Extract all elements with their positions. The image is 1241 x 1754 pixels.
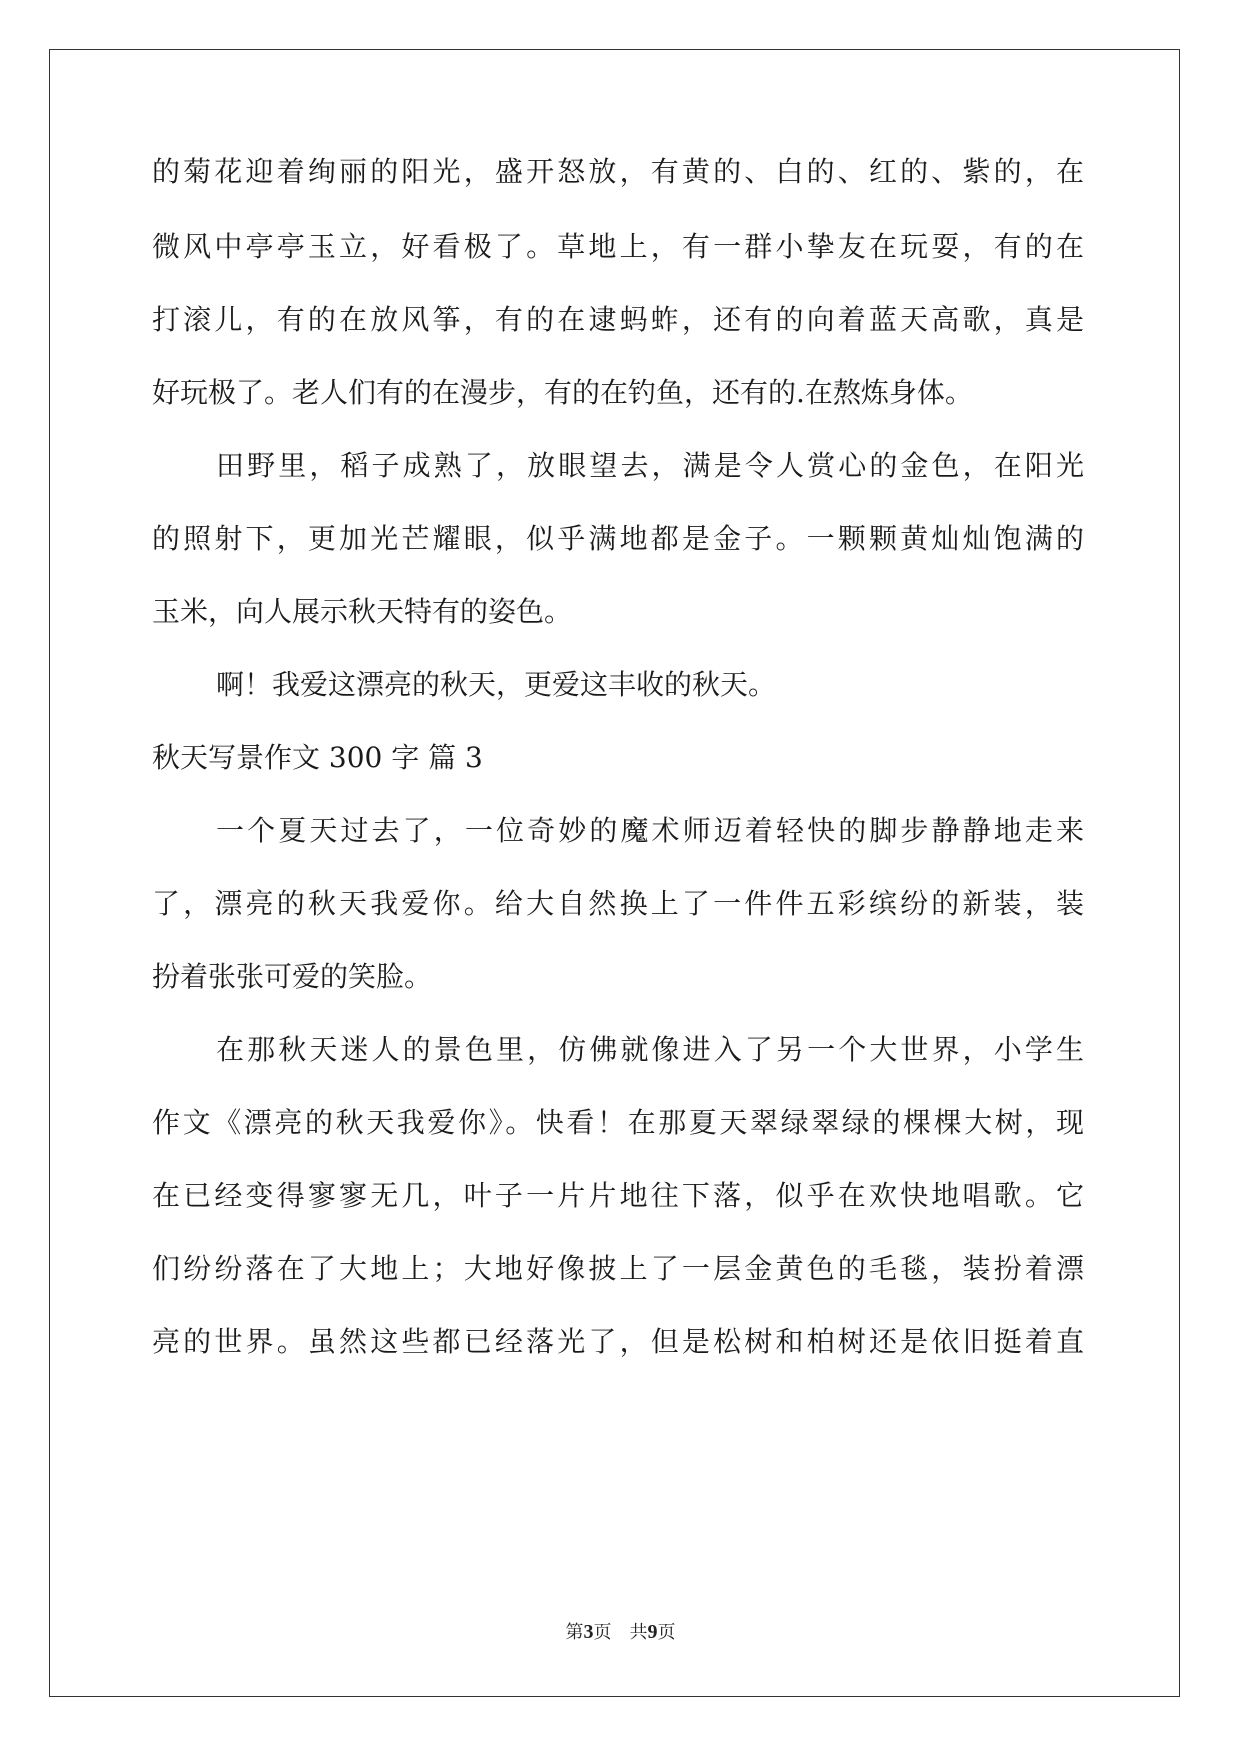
text-line: 啊！我爱这漂亮的秋天，更爱这丰收的秋天。 xyxy=(216,668,777,701)
text-line: 的照射下，更加光芒耀眼，似乎满地都是金子。一颗颗黄灿灿饱满的 xyxy=(152,522,1084,555)
page-number: 3 xyxy=(583,1621,594,1643)
text-line: 在那秋天迷人的景色里，仿佛就像进入了另一个大世界，小学生 xyxy=(216,1033,1084,1066)
text-line: 亮的世界。虽然这些都已经落光了，但是松树和柏树还是依旧挺着直 xyxy=(152,1325,1084,1358)
page-border xyxy=(49,49,1180,1697)
text-line: 了，漂亮的秋天我爱你。给大自然换上了一件件五彩缤纷的新装，装 xyxy=(152,887,1084,920)
total-suffix: 页 xyxy=(657,1622,676,1643)
text-line: 的菊花迎着绚丽的阳光，盛开怒放，有黄的、白的、红的、紫的，在 xyxy=(152,155,1084,188)
text-line: 在已经变得寥寥无几，叶子一片片地往下落，似乎在欢快地唱歌。它 xyxy=(152,1179,1084,1212)
text-line: 一个夏天过去了，一位奇妙的魔术师迈着轻快的脚步静静地走来 xyxy=(216,814,1084,847)
page-prefix: 第 xyxy=(565,1622,584,1643)
section-heading: 秋天写景作文 300 字 篇 3 xyxy=(152,741,483,774)
text-line: 们纷纷落在了大地上；大地好像披上了一层金黄色的毛毯，装扮着漂 xyxy=(152,1252,1084,1285)
total-pages: 9 xyxy=(647,1621,658,1643)
page-suffix: 页 xyxy=(593,1622,612,1643)
text-line: 田野里，稻子成熟了，放眼望去，满是令人赏心的金色，在阳光 xyxy=(216,449,1084,482)
page-footer xyxy=(0,1622,1241,1642)
text-line: 作文《漂亮的秋天我爱你》。快看！在那夏天翠绿翠绿的棵棵大树，现 xyxy=(152,1106,1084,1139)
text-line: 扮着张张可爱的笑脸。 xyxy=(152,960,433,993)
text-line: 玉米，向人展示秋天特有的姿色。 xyxy=(152,595,573,628)
text-line: 微风中亭亭玉立，好看极了。草地上，有一群小挚友在玩耍，有的在 xyxy=(152,230,1084,263)
text-line: 好玩极了。老人们有的在漫步，有的在钓鱼，还有的.在熬炼身体。 xyxy=(152,376,973,409)
total-prefix: 共 xyxy=(629,1622,648,1643)
text-line: 打滚儿，有的在放风筝，有的在逮蚂蚱，还有的向着蓝天高歌，真是 xyxy=(152,303,1084,336)
